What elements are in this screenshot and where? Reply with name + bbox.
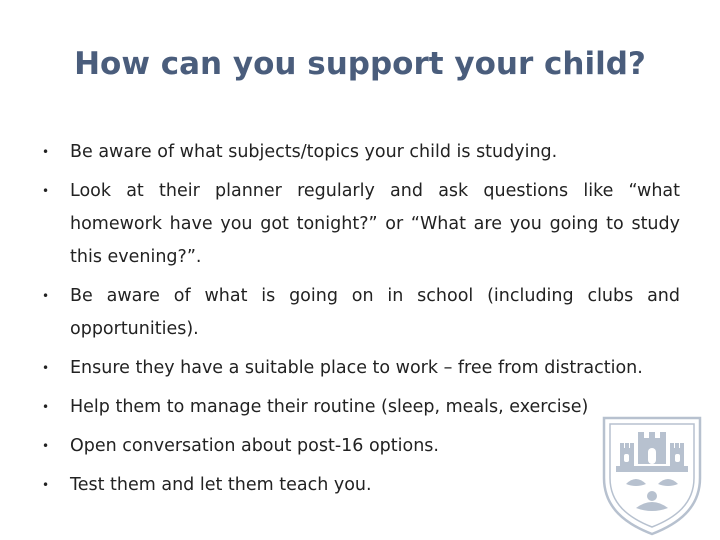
- bullet-item: [40, 352, 680, 385]
- bullet-dot: •: [42, 184, 50, 198]
- bullet-dot: •: [42, 289, 50, 303]
- bullet-item: [40, 136, 680, 169]
- bullet-item: [40, 469, 680, 502]
- bullet-text: Look at their planner regularly and ask questions like “what homework have you got tonight?” or “What are you going to study this evening?”.: [70, 181, 680, 267]
- bullet-dot: •: [42, 145, 50, 159]
- bullet-text: Help them to manage their routine (sleep, meals, exercise): [70, 397, 589, 417]
- bullet-dot: •: [42, 478, 50, 492]
- bullet-item: [40, 430, 680, 463]
- bullet-item: [40, 280, 680, 346]
- bullet-text: Be aware of what is going on in school (including clubs and opportunities).: [70, 286, 680, 339]
- school-crest-icon: [598, 412, 706, 538]
- bullet-list: [40, 136, 680, 508]
- bullet-text: Be aware of what subjects/topics your child is studying.: [70, 142, 558, 162]
- bullet-dot: •: [42, 361, 50, 375]
- bullet-text: Test them and let them teach you.: [70, 475, 372, 495]
- slide-title: How can you support your child?: [74, 46, 646, 82]
- bullet-item: [40, 391, 680, 424]
- bullet-text: Ensure they have a suitable place to work – free from distraction.: [70, 358, 643, 378]
- bullet-dot: •: [42, 400, 50, 414]
- bullet-item: [40, 175, 680, 274]
- bullet-dot: •: [42, 439, 50, 453]
- bullet-text: Open conversation about post-16 options.: [70, 436, 439, 456]
